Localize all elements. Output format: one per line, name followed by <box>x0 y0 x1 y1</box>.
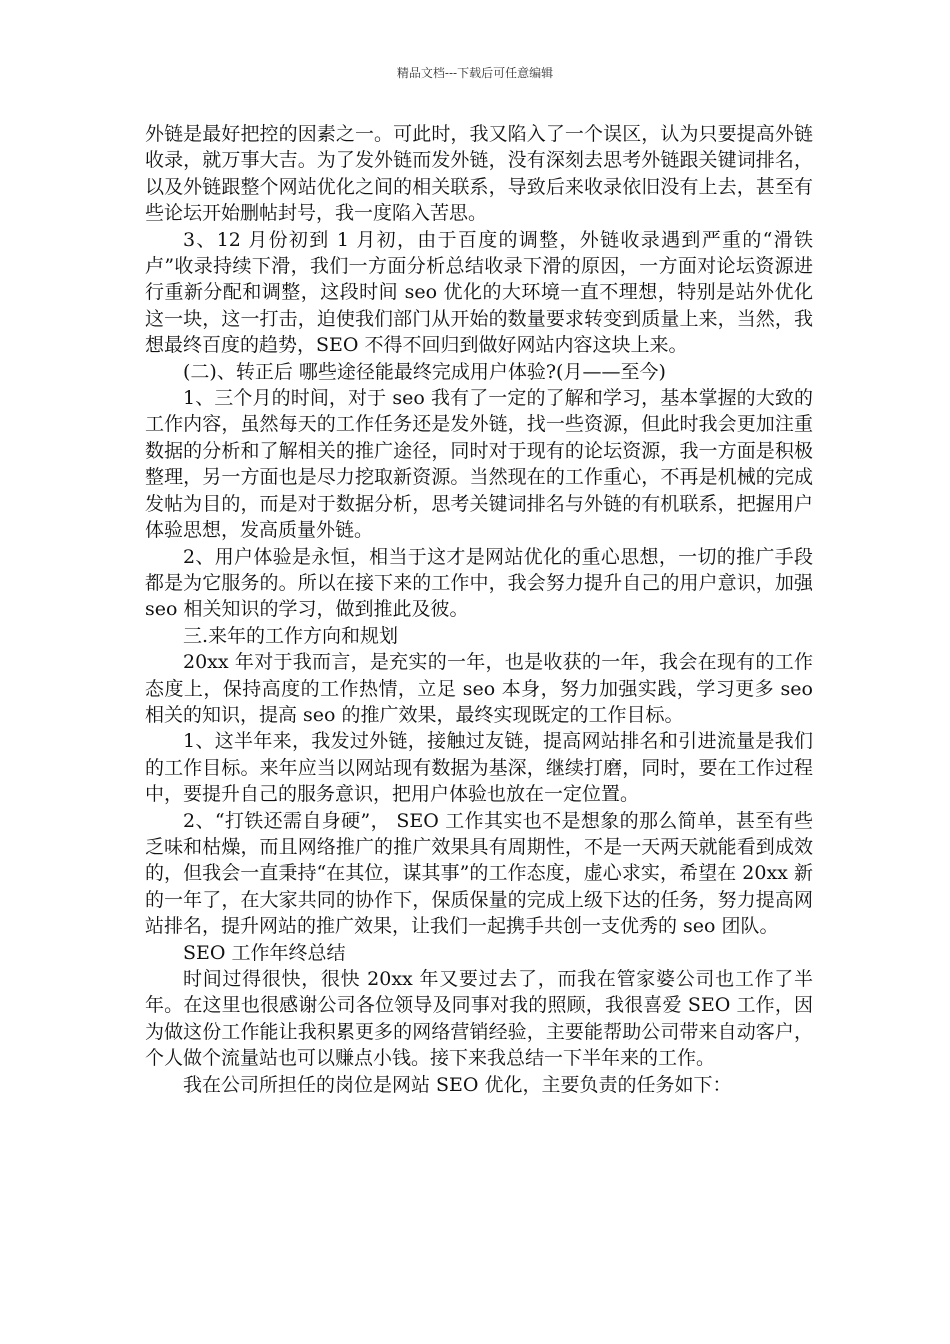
document-body <box>145 121 813 1098</box>
paragraph-external-links-misconception: 外链是最好把控的因素之一。可此时，我又陷入了一个误区，认为只要提高外链收录，就万事大吉。为了发外链而发外链，没有深刻去思考外链跟关键词排名，以及外链跟整个网站优化之间的相关联系，导致后来收录依旧没有上去，甚至有些论坛开始删帖封号，我一度陷入苦思。 <box>145 123 813 225</box>
paragraph-next-year-summary: 20xx 年对于我而言，是充实的一年，也是收获的一年，我会在现有的工作态度上，保持高度的工作热情，立足 seo 本身，努力加强实践，学习更多 seo 相关的知识，提高 seo 的推广效果，最终实现既定的工作目标。 <box>145 651 813 726</box>
paragraph-user-experience: 2、用户体验是永恒，相当于这才是网站优化的重心思想，一切的推广手段都是为它服务的。所以在接下来的工作中，我会努力提升自己的用户意识，加强 seo 相关知识的学习，做到推此及彼。 <box>145 545 813 621</box>
section-heading-next-year-plan: 三.来年的工作方向和规划 <box>183 624 399 647</box>
paragraph-self-improvement: 2、“打铁还需自身硬”， SEO 工作其实也不是想象的那么简单，甚至有些乏味和枯燥，而且网络推广的推广效果具有周期性，不是一天两天就能看到成效的，但我会一直秉持“在其位，谋其事”的工作态度，虚心求实，希望在 20xx 新的一年了，在大家共同的协作下，保质保量的完成上级下达的任务，努力提高网站排名，提升网站的推广效果，让我们一起携手共创一支优秀的 seo 团队。 <box>145 809 813 938</box>
paragraph-half-year-goals: 1、这半年来，我发过外链，接触过友链，提高网站排名和引进流量是我们的工作目标。来年应当以网站现有数据为基深，继续打磨，同时，要在工作过程中，要提升自己的服务意识，把用户体验也放在一定位置。 <box>145 730 813 806</box>
paragraph-three-months-learning: 1、三个月的时间，对于 seo 我有了一定的了解和学习，基本掌握的大致的工作内容，虽然每天的工作任务还是发外链，找一些资源，但此时我会更加注重数据的分析和了解相关的推广途径，同时对于现有的论坛资源，我一方面是积极整理，另一方面也是尽力挖取新资源。当然现在的工作重心，不再是机械的完成发帖为目的，而是对于数据分析，思考关键词排名与外链的有机联系，把握用户体验思想，发高质量外链。 <box>145 387 813 542</box>
paragraph-time-flies: 时间过得很快，很快 20xx 年又要过去了，而我在管家婆公司也工作了半年。在这里也很感谢公司各位领导及同事对我的照顾，我很喜爱 SEO 工作，因为做这份工作能让我积累更多的网络营销经验，主要能帮助公司带来自动客户，个人做个流量站也可以赚点小钱。接下来我总结一下半年来的工作。 <box>145 968 813 1070</box>
paragraph-job-role: 我在公司所担任的岗位是网站 SEO 优化，主要负责的任务如下： <box>183 1073 732 1096</box>
paragraph-december-baidu-adjustment: 3、12 月份初到 1 月初，由于百度的调整，外链收录遇到严重的“滑铁卢”收录持续下滑，我们一方面分析总结收录下滑的原因，一方面对论坛资源进行重新分配和调整，这段时间 seo 优化的大环境一直不理想，特别是站外优化这一块，这一打击，迫使我们部门从开始的数量要求转变到质量上来，当然，我想最终百度的趋势，SEO 不得不回归到做好网站内容这块上来。 <box>145 228 813 357</box>
page-header: 精品文档---下载后可任意编辑 <box>396 66 554 80</box>
section-heading-after-confirmation: (二)、转正后 哪些途径能最终完成用户体验?(月——至今) <box>183 360 666 383</box>
section-heading-seo-year-end-summary: SEO 工作年终总结 <box>183 941 346 964</box>
